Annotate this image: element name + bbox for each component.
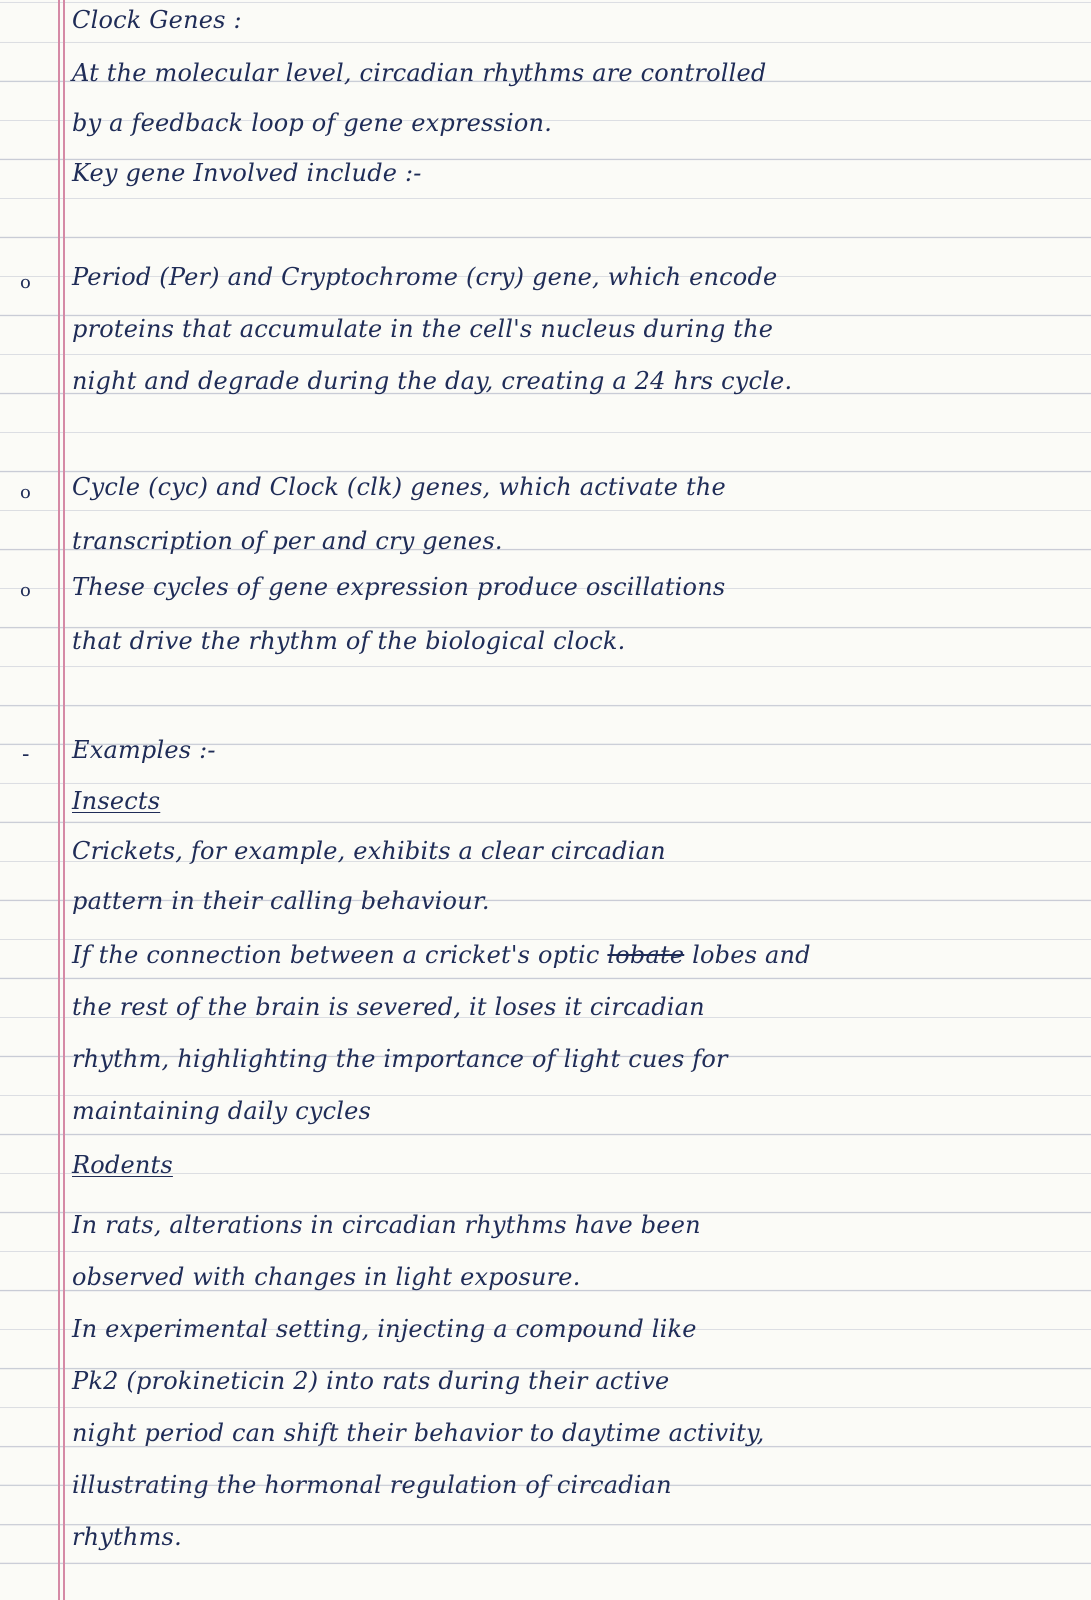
struck-word: lobate (607, 941, 685, 969)
margin-line (63, 0, 65, 1600)
insects-line: maintaining daily cycles (72, 1097, 372, 1125)
insects-line: Crickets, for example, exhibits a clear circadian (72, 837, 666, 865)
bullet-marker: o (20, 482, 31, 503)
bullet-line: transcription of per and cry genes. (72, 527, 503, 555)
rodents-line: illustrating the hormonal regulation of circadian (72, 1471, 672, 1499)
rodents-line: night period can shift their behavior to daytime activity, (72, 1419, 765, 1447)
rodents-line: observed with changes in light exposure. (72, 1263, 581, 1291)
bullet-line: that drive the rhythm of the biological clock. (72, 627, 626, 655)
insects-line-with-strike (72, 940, 1071, 970)
rodents-line: rhythms. (72, 1523, 182, 1551)
insects-line-end: lobes and (692, 941, 811, 969)
insects-heading: Insects (72, 787, 161, 815)
bullet-line: proteins that accumulate in the cell's nucleus during the (72, 315, 774, 343)
bullet-line: These cycles of gene expression produce oscillations (72, 573, 726, 601)
bullet-line: Cycle (cyc) and Clock (clk) genes, which activate the (72, 473, 726, 501)
dash-marker: - (22, 742, 30, 767)
bullet-marker: o (20, 272, 31, 293)
rodents-line: In rats, alterations in circadian rhythms have been (72, 1211, 701, 1239)
bullet-line: night and degrade during the day, creating a 24 hrs cycle. (72, 367, 793, 395)
bullet-marker: o (20, 580, 31, 601)
insects-line-start: If the connection between a cricket's optic (72, 941, 600, 969)
bullet-line: Period (Per) and Cryptochrome (cry) gene, which encode (72, 263, 778, 291)
insects-line: the rest of the brain is severed, it loses it circadian (72, 993, 705, 1021)
margin-line (58, 0, 60, 1600)
page-heading: Clock Genes : (72, 6, 242, 34)
rodents-line: Pk2 (prokineticin 2) into rats during their active (72, 1367, 670, 1395)
insects-line: rhythm, highlighting the importance of light cues for (72, 1045, 728, 1073)
intro-line: by a feedback loop of gene expression. (72, 109, 553, 137)
rodents-line: In experimental setting, injecting a compound like (72, 1315, 697, 1343)
examples-heading: Examples :- (72, 736, 216, 764)
insects-line: pattern in their calling behaviour. (72, 887, 490, 915)
intro-line: Key gene Involved include :- (72, 159, 422, 187)
rodents-heading: Rodents (72, 1151, 173, 1179)
intro-line: At the molecular level, circadian rhythms are controlled (72, 59, 767, 87)
